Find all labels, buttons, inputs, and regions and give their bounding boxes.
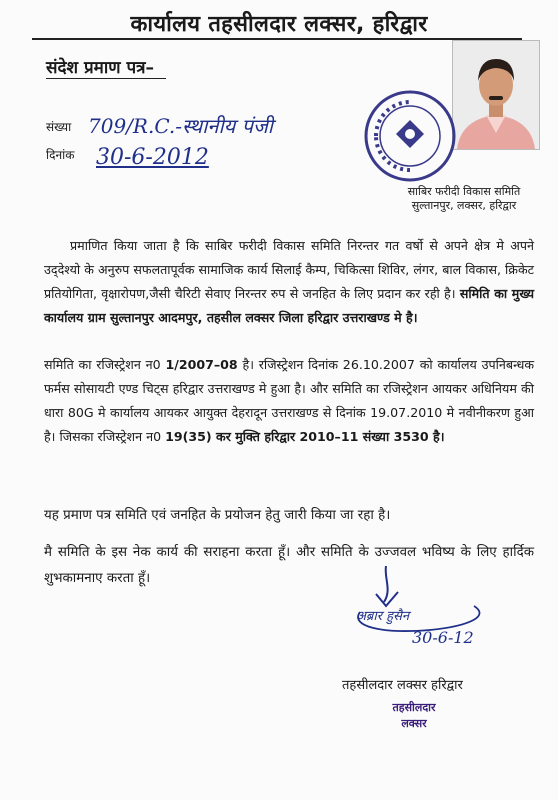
seal-line-1: तहसीलदार <box>392 701 436 714</box>
person-photo <box>452 40 540 150</box>
issuer-name: साबिर फरीदी विकास समिति <box>407 185 521 198</box>
person-photo-image <box>453 41 539 149</box>
signatory-designation: तहसीलदार लक्सर हरिद्वार <box>342 678 463 693</box>
office-title: कार्यालय तहसीलदार लक्सर, हरिद्वार <box>130 12 428 37</box>
date-label: दिनांक <box>46 148 75 162</box>
issuer-block <box>384 185 544 213</box>
seal-line-2: लक्सर <box>401 717 427 730</box>
document-subject: संदेश प्रमाण पत्र– <box>46 58 154 78</box>
registration-number: 1/2007–08 <box>165 357 238 372</box>
organisation-stamp <box>362 88 458 184</box>
issuer-address: सुल्तानपुर, लक्सर, हरिद्वार <box>411 199 517 212</box>
number-label: संख्या <box>46 120 72 134</box>
reference-date: 30-6-2012 <box>96 145 209 170</box>
signatory-name: अब्रार हुसैन <box>356 609 410 624</box>
paragraph-1-text: प्रमाणित किया जाता है कि साबिर फरीदी विकास समिति निरन्तर गत वर्षो से अपने क्षेत्र मे अपने उद्‌देश्यो के अनुरुप सफलतापूर्वक सामाजिक कार्य सिलाई कैम्प, चिकित्सा शिविर, लंगर, बाल विकास, क्रिकेट प्रतियोगिता, वृक्षारोपण,जैसी चैरिटी सेवाए निरन्तर रुप से जनहित के लिए प्रदान कर रही है। <box>44 238 534 301</box>
certificate-paragraph-1 <box>44 234 534 330</box>
title-underline <box>32 38 522 40</box>
certificate-paragraph-2 <box>44 353 534 449</box>
reference-number: 709/R.C.-स्थानीय पंजी <box>88 114 273 138</box>
subject-underline <box>46 78 166 79</box>
paragraph-2-text-a: समिति का रजिस्ट्रेशन न0 <box>44 357 161 372</box>
paragraph-1-bold: समिति का मुख्य कार्यालय ग्राम सुल्तानपुर आदमपुर, तहसील लक्सर जिला हरिद्वार उत्तराखण्ड मे है। <box>44 286 534 325</box>
signature-date: 30-6-12 <box>412 628 474 647</box>
paragraph-2-bold: 19(35) कर मुक्ति हरिद्वार 2010–11 संख्या 3530 है। <box>165 429 445 444</box>
office-seal <box>374 700 454 732</box>
certificate-paragraph-3: यह प्रमाण पत्र समिति एवं जनहित के प्रयोजन हेतु जारी किया जा रहा है। <box>44 508 391 523</box>
paragraph-2-text-b: है। रजिस्ट्रेशन दिनांक 26.10.2007 को कार्यालय उपनिबन्धक फर्मस सोसायटी एण्ड चिट्स हरिद्वार उत्तराखण्ड मे हुआ है। और समिति का रजिस्ट्रेशन आयकर अधिनियम की धारा 80G मे कार्यालय आयकर आयुक्त देहरादून उत्तराखण्ड से दिनांक 19.07.2010 मे नवीनीकरण हुआ है। जिसका रजिस्ट्रेशन न0 <box>44 357 534 444</box>
certificate-paragraph-4: मै समिति के इस नेक कार्य की सराहना करता हूँ। और समिति के उज्जवल भविष्य के लिए हार्दिक शुभकामनाए करता हूँ। <box>44 545 534 586</box>
